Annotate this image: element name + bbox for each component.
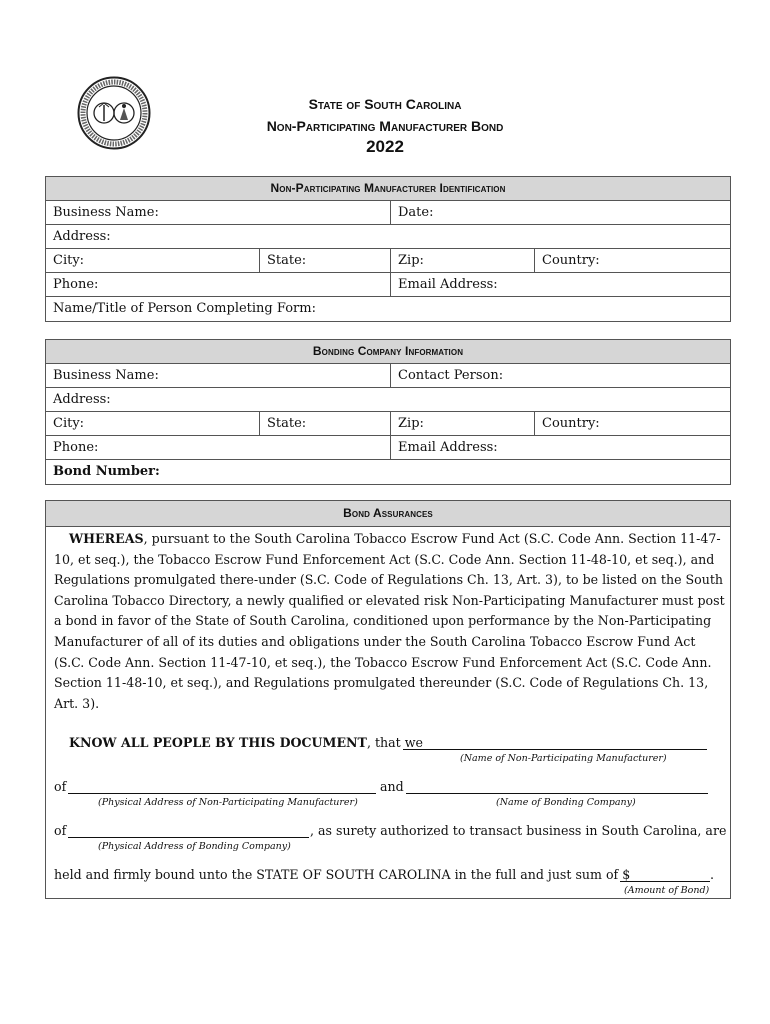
bonding-email-field[interactable]: Email Address: [398, 440, 498, 455]
surety-text: , as surety authorized to transact business in South Carolina, are [310, 823, 727, 838]
bond-number-field[interactable]: Bond Number: [53, 464, 160, 479]
know-text: , that we [366, 735, 423, 750]
npm-country-field[interactable]: Country: [542, 253, 600, 268]
npm-section-heading: Non-Participating Manufacturer Identification [46, 177, 730, 201]
whereas-paragraph [54, 529, 726, 714]
assurances-heading: Bond Assurances [46, 501, 730, 527]
whereas-bold: WHEREAS [69, 531, 144, 546]
npm-address-field[interactable]: Address: [53, 229, 111, 244]
caption-bonding-name: (Name of Bonding Company) [496, 797, 636, 808]
and-label: and [380, 779, 404, 794]
amount-blank[interactable] [620, 881, 710, 882]
bonding-contact-field[interactable]: Contact Person: [398, 368, 504, 383]
know-bold: KNOW ALL PEOPLE BY THIS DOCUMENT [69, 735, 367, 750]
npm-state-field[interactable]: State: [260, 249, 391, 272]
bonding-phone-field[interactable]: Phone: [46, 436, 391, 459]
npm-name-title-field[interactable]: Name/Title of Person Completing Form: [53, 301, 316, 316]
bonding-country-field[interactable]: Country: [542, 416, 600, 431]
held-text: held and firmly bound unto the STATE OF SOUTH CAROLINA in the full and just sum of $ [54, 867, 631, 882]
of-label-1: of [54, 779, 67, 794]
held-end: . [710, 867, 715, 882]
npm-name-blank[interactable] [403, 749, 707, 750]
bonding-address-field[interactable]: Address: [53, 392, 111, 407]
bonding-business-name-field[interactable]: Business Name: [46, 364, 391, 387]
caption-npm-name: (Name of Non-Participating Manufacturer) [460, 753, 667, 764]
title-state: State of South Carolina [308, 96, 462, 112]
bonding-city-field[interactable]: City: [46, 412, 260, 435]
npm-address-blank[interactable] [68, 793, 376, 794]
caption-amount: (Amount of Bond) [624, 885, 710, 896]
title-year: 2022 [366, 137, 404, 156]
bonding-section-heading: Bonding Company Information [46, 340, 730, 364]
npm-phone-field[interactable]: Phone: [46, 273, 391, 296]
caption-bonding-address: (Physical Address of Bonding Company) [98, 841, 291, 852]
npm-date-field[interactable]: Date: [398, 205, 434, 220]
bonding-zip-field[interactable]: Zip: [391, 412, 535, 435]
bonding-state-field[interactable]: State: [260, 412, 391, 435]
bond-assurances-section [45, 500, 731, 899]
bonding-address-blank[interactable] [68, 837, 309, 838]
npm-identification-section [45, 176, 731, 322]
npm-city-field[interactable]: City: [46, 249, 260, 272]
know-all-people-line [69, 735, 423, 750]
title-bond: Non-Participating Manufacturer Bond [266, 118, 504, 134]
of-label-2: of [54, 823, 67, 838]
caption-npm-address: (Physical Address of Non-Participating Manufacturer) [98, 797, 358, 808]
npm-zip-field[interactable]: Zip: [391, 249, 535, 272]
npm-email-field[interactable]: Email Address: [398, 277, 498, 292]
whereas-text: , pursuant to the South Carolina Tobacco Escrow Fund Act (S.C. Code Ann. Section 11-47-10, et seq.), the Tobacco Escrow Fund Enforcement Act (S.C. Code Ann. Section 11-48-10, et seq.), and Regulations promulgated there-under (S.C. Code of Regulations Ch. 13, Art. 3), to be listed on the South Carolina Tobacco Directory, a newly qualified or elevated risk Non-Participating Manufacturer must post a bond in favor of the State of South Carolina, conditioned upon performance by the Non-Participating Manufacturer of all of its duties and obligations under the South Carolina Tobacco Escrow Fund Act (S.C. Code Ann. Section 11-47-10, et seq.), the Tobacco Escrow Fund Enforcement Act (S.C. Code Ann. Section 11-48-10, et seq.), and Regulations promulgated thereunder (S.C. Code of Regulations Ch. 13, Art. 3). [54, 531, 725, 711]
bonding-name-blank[interactable] [406, 793, 708, 794]
npm-business-name-field[interactable]: Business Name: [46, 201, 391, 224]
bonding-company-section [45, 339, 731, 485]
